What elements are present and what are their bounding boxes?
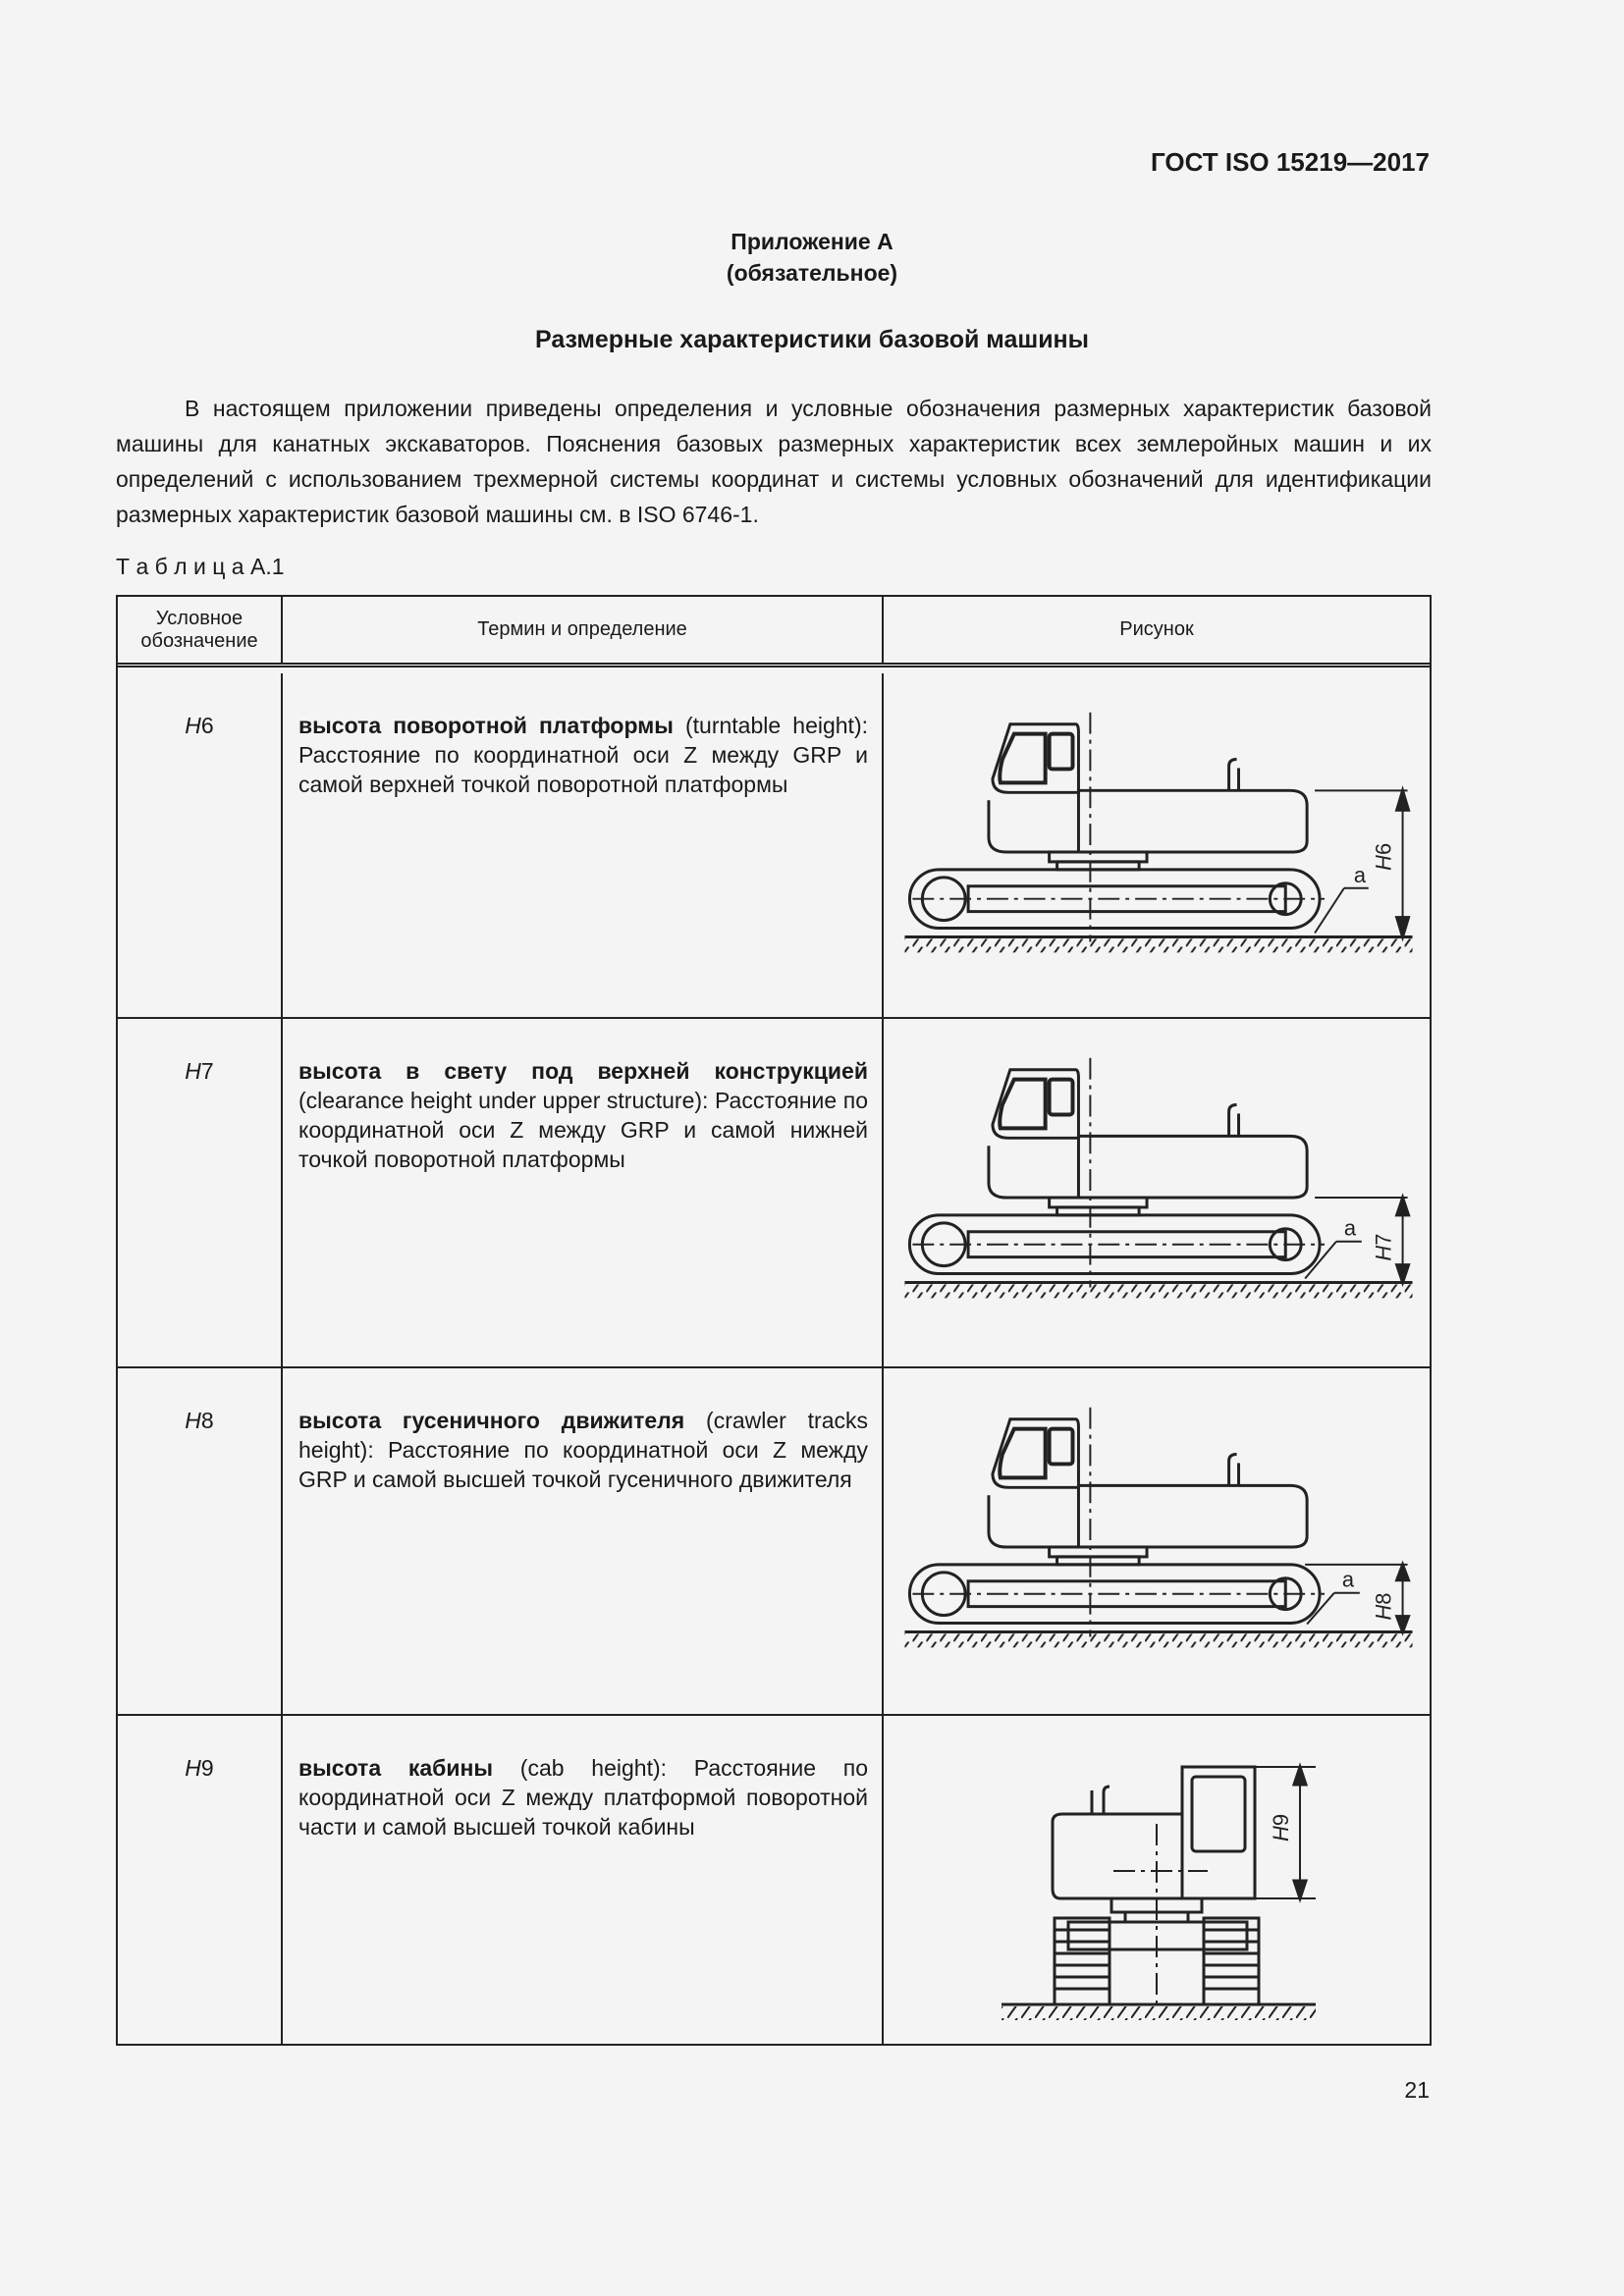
term-definition: (crawler tracks height): Расстояние по координатной оси Z между GRP и самой высшей точкой гусеничного движителя	[298, 1408, 868, 1492]
right-crawler-track	[1204, 1918, 1259, 2004]
term-cell	[283, 1368, 884, 1714]
table-row-h7	[118, 1019, 1430, 1368]
term-definition: (clearance height under upper structure): Расстояние по координатной оси Z между GRP и самой нижней точкой поворотной платформы	[298, 1088, 868, 1172]
table-row-h9	[118, 1716, 1430, 2044]
figure-cell	[884, 1019, 1430, 1366]
appendix-heading	[0, 226, 1624, 289]
table-row-h8	[118, 1368, 1430, 1716]
dimension-label-h8: H8	[1371, 1592, 1396, 1621]
term-name: высота в свету под верхней конструкцией	[298, 1058, 868, 1084]
term-name: высота гусеничного движителя	[298, 1408, 685, 1433]
symbol-cell: H7	[118, 1019, 283, 1366]
dimension-label-h6: H6	[1371, 842, 1396, 871]
upper-structure	[1053, 1787, 1182, 1898]
figure-cell	[884, 1368, 1430, 1714]
excavator-front-view-figure	[884, 1716, 1430, 2044]
dimension-label-h9: H9	[1269, 1813, 1293, 1842]
ground-hatching	[904, 938, 1412, 952]
excavator-side-view-figure	[884, 1368, 1430, 1714]
column-header-term: Термин и определение	[283, 597, 884, 663]
excavator-side-view-figure	[884, 673, 1430, 1017]
document-code: ГОСТ ISO 15219—2017	[1150, 147, 1430, 177]
term-definition: (turntable height): Расстояние по координатной оси Z между GRP и самой верхней точкой поворотной платформы	[298, 713, 868, 797]
left-crawler-track	[1055, 1918, 1110, 2004]
column-header-figure: Рисунок	[1119, 618, 1194, 640]
term-name: высота поворотной платформы	[298, 713, 674, 738]
figure-cell	[884, 673, 1430, 1017]
term-definition: (cab height): Расстояние по координатной оси Z между платформой поворотной части и самой высшей точкой кабины	[298, 1755, 868, 1840]
symbol-cell: H9	[118, 1716, 283, 2044]
figure-cell	[884, 1716, 1430, 2044]
table-label: Т а б л и ц а А.1	[116, 554, 285, 579]
appendix-title: Приложение А	[731, 229, 893, 254]
symbol-cell: H6	[118, 673, 283, 1017]
grp-note-label: a	[1341, 1567, 1355, 1592]
excavator-side-view-figure	[884, 1019, 1430, 1366]
grp-note-label: a	[1353, 862, 1367, 887]
upper-structure	[989, 724, 1307, 852]
term-cell	[283, 673, 884, 1017]
upper-structure	[989, 1070, 1307, 1198]
table-row-h6	[118, 673, 1430, 1019]
ground-hatching	[904, 1633, 1412, 1647]
grp-note-label: a	[1343, 1215, 1357, 1241]
page-number: 21	[1404, 2077, 1430, 2103]
upper-structure	[989, 1419, 1307, 1547]
table-header-row	[118, 597, 1430, 667]
dimension-label-h7: H7	[1371, 1233, 1396, 1261]
ground-hatching	[1001, 2006, 1316, 2020]
ground-hatching	[904, 1284, 1412, 1298]
dimensions-table	[116, 595, 1432, 2046]
column-header-symbol: Условное обозначение	[118, 597, 283, 663]
intro-paragraph: В настоящем приложении приведены определения и условные обозначения размерных характеристик базовой машины для канатных экскаваторов. Пояснения базовых размерных характеристик всех землеройных машин и их определений с использованием трехмерной системы координат и системы условных обозначений для идентификации размерных характеристик базовой машины см. в ISO 6746-1.	[116, 396, 1432, 527]
term-cell	[283, 1019, 884, 1366]
section-title: Размерные характеристики базовой машины	[534, 326, 1090, 353]
symbol-cell: H8	[118, 1368, 283, 1714]
appendix-status: (обязательное)	[726, 260, 898, 286]
term-cell	[283, 1716, 884, 2044]
term-name: высота кабины	[298, 1755, 494, 1781]
cab	[1182, 1767, 1255, 1898]
